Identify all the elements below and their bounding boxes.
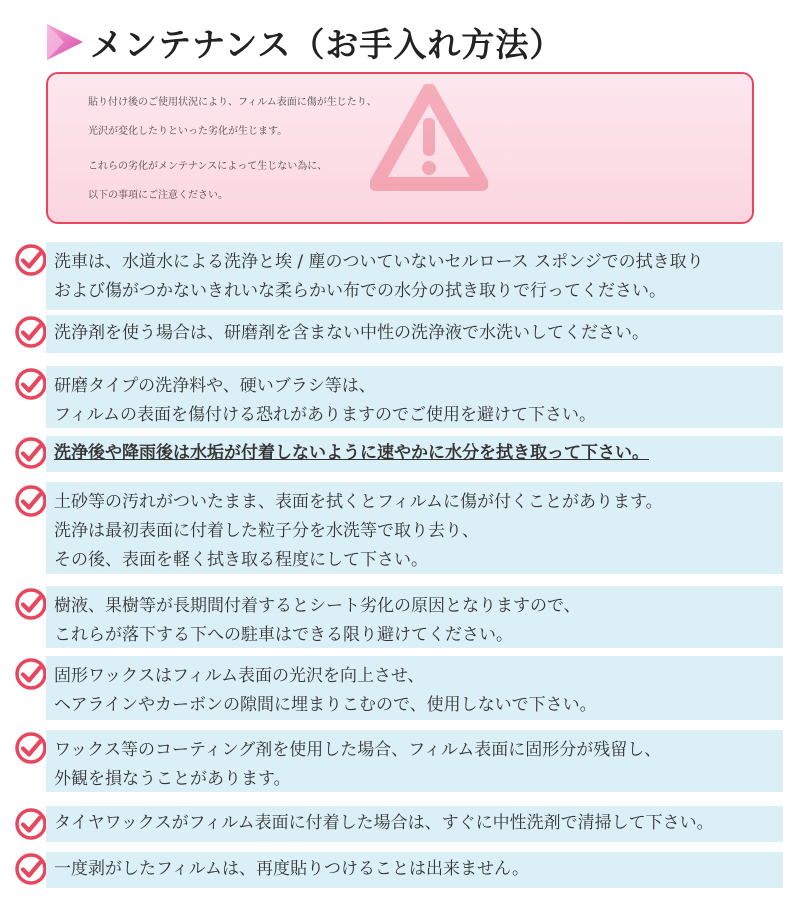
check-circle-icon [14, 243, 48, 277]
item-text: 樹液、果樹等が長期間付着するとシート劣化の原因となりますので、 [54, 596, 581, 616]
check-circle-icon [14, 315, 48, 349]
list-item [46, 315, 783, 353]
item-text: 研磨タイプの洗浄料や、硬いブラシ等は、 [54, 376, 376, 396]
item-text: 洗車は、水道水による洗浄と埃 / 塵のついていないセルロース スポンジでの拭き取り [54, 252, 704, 272]
list-item [46, 586, 783, 648]
check-circle-icon [14, 587, 48, 621]
list-item [46, 852, 783, 888]
list-item [46, 366, 783, 428]
item-text: 洗浄剤を使う場合は、研磨剤を含まない中性の洗浄液で水洗いしてください。 [54, 323, 649, 343]
item-text: 洗浄は最初表面に付着した粒子分を水洗等で取り去り、 [54, 521, 479, 541]
check-circle-icon [14, 807, 48, 841]
notice-line: 貼り付け後のご使用状況により、フィルム表面に傷が生じたり、 [88, 97, 377, 108]
page-title: メンテナンス（お手入れ方法） [90, 24, 564, 64]
triangle-arrow-icon [44, 20, 86, 64]
item-text: ヘアラインやカーボンの隙間に埋まりこむので、使用しないで下さい。 [54, 695, 597, 715]
check-circle-icon [14, 852, 48, 886]
check-circle-icon [14, 484, 48, 518]
list-item [46, 436, 783, 472]
page-title-bar [44, 14, 784, 70]
item-text: および傷がつかないきれいな柔らかい布での水分の拭き取りで行ってください。 [54, 281, 666, 301]
notice-line: 以下の事項にご注意ください。 [88, 190, 228, 201]
notice-box [46, 72, 754, 224]
check-circle-icon [14, 367, 48, 401]
list-item [46, 656, 783, 720]
item-text: 固形ワックスはフィルム表面の光沢を向上させ、 [54, 666, 425, 686]
item-text: その後、表面を軽く拭き取る程度にして下さい。 [54, 550, 428, 570]
notice-line: これらの劣化がメンテナンスによって生じない為に、 [88, 161, 328, 172]
check-circle-icon [14, 436, 48, 470]
item-text: 外観を損なうことがあります。 [54, 769, 291, 789]
item-text: これらが落下する下への駐車はできる限り避けてください。 [54, 625, 513, 645]
item-text: タイヤワックスがフィルム表面に付着した場合は、すぐに中性洗剤で清掃して下さい。 [54, 813, 714, 833]
item-text: フィルムの表面を傷付ける恐れがありますのでご使用を避けて下さい。 [54, 405, 596, 425]
item-text: ワックス等のコーティング剤を使用した場合、フィルム表面に固形分が残留し、 [54, 740, 662, 760]
list-item [46, 730, 783, 792]
notice-line: 光沢が変化したりといった劣化が生じます。 [88, 126, 288, 137]
list-item [46, 482, 783, 574]
check-circle-icon [14, 657, 48, 691]
list-item [46, 806, 783, 842]
list-item [46, 242, 783, 310]
item-text: 一度剥がしたフィルムは、再度貼りつけることは出来ません。 [54, 859, 529, 879]
item-text: 洗浄後や降雨後は水垢が付着しないように速やかに水分を拭き取って下さい。 [54, 443, 649, 463]
item-text: 土砂等の汚れがついたまま、表面を拭くとフィルムに傷が付くことがあります。 [54, 492, 663, 512]
check-circle-icon [14, 731, 48, 765]
